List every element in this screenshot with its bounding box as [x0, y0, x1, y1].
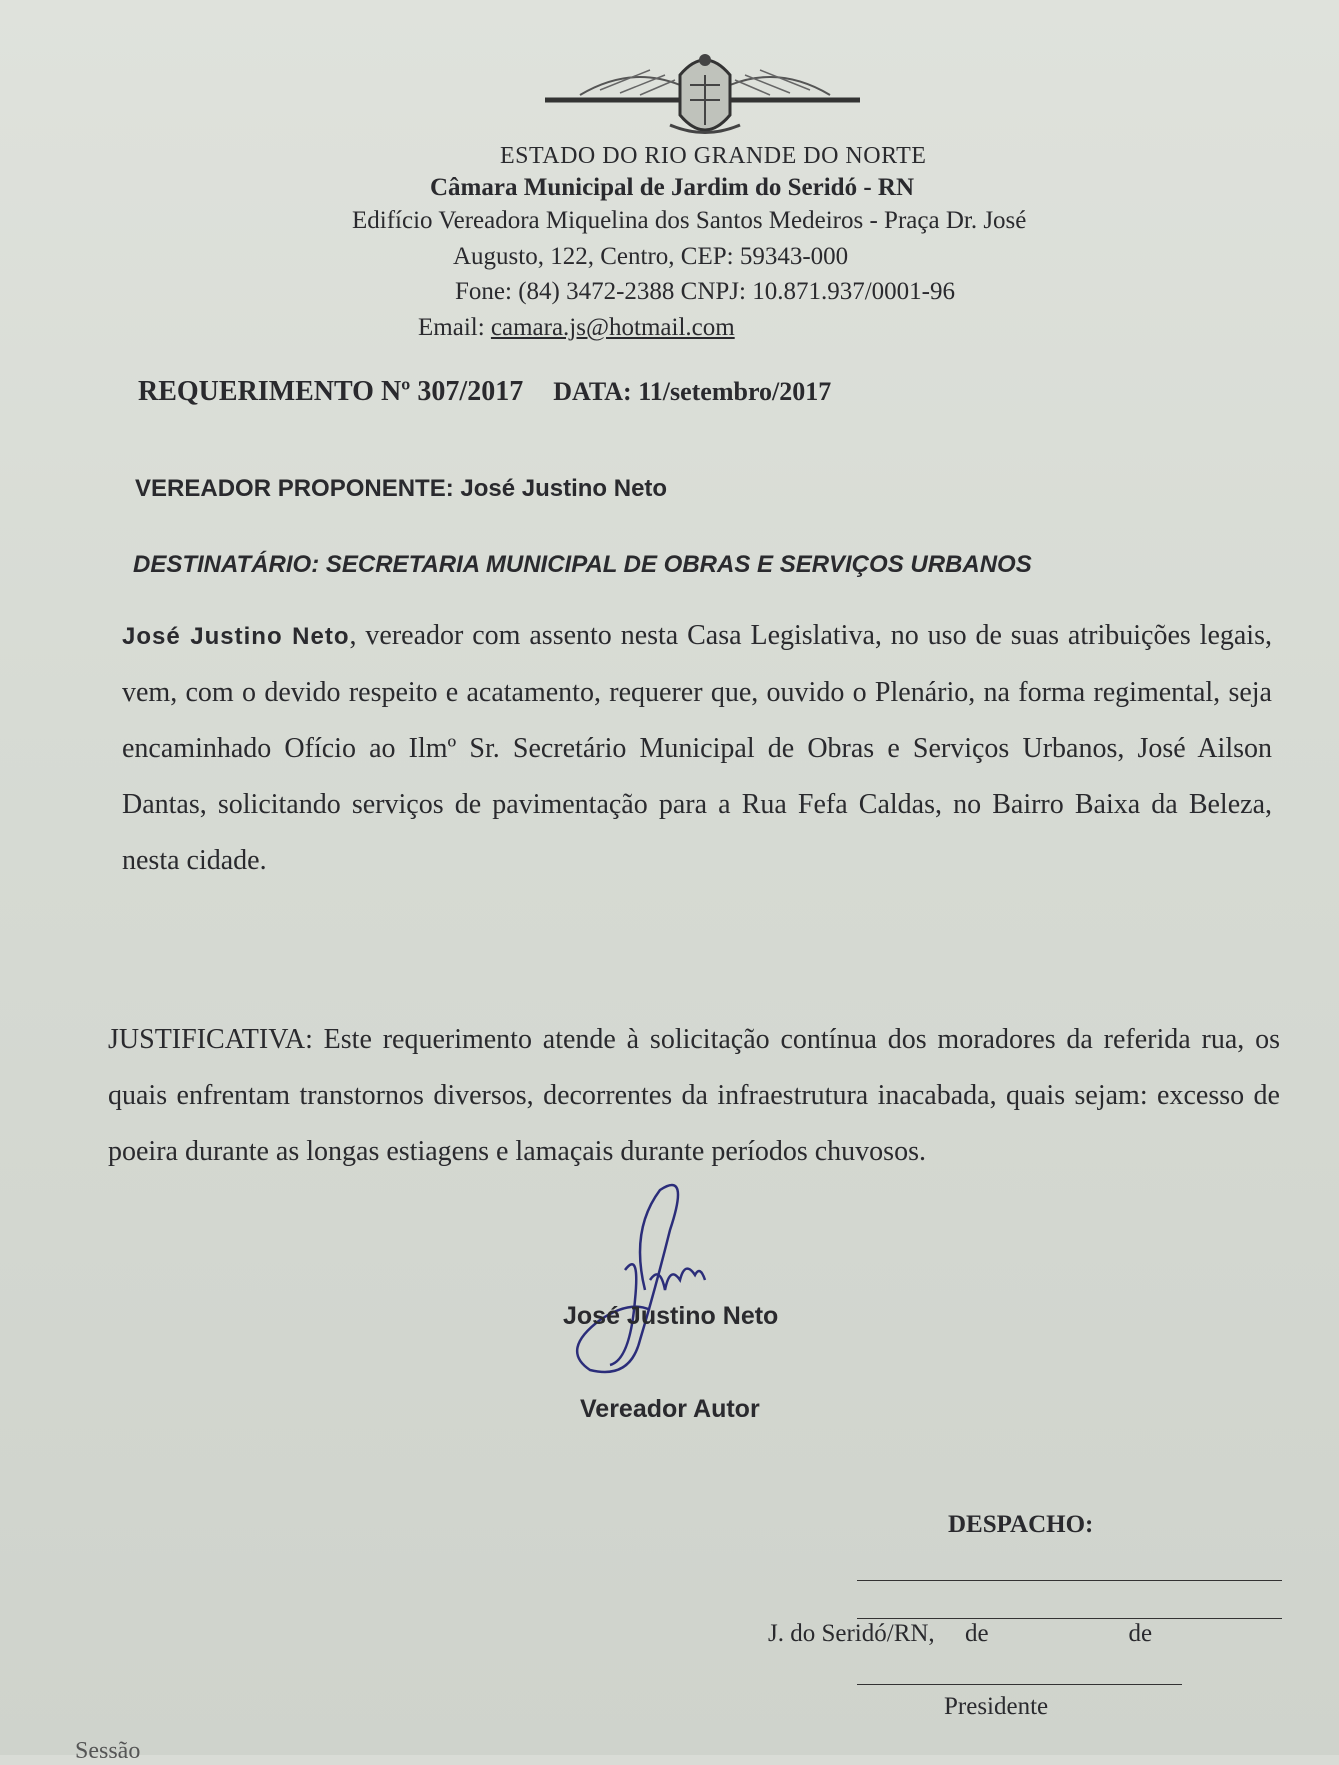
request-body: [122, 608, 1272, 889]
place-date-line: [768, 1620, 1152, 1648]
address-line-1: Edifício Vereadora Miquelina dos Santos Medeiros - Praça Dr. José: [352, 207, 1027, 234]
signatory-role: Vereador Autor: [580, 1395, 760, 1423]
place-label: J. do Seridó/RN,: [768, 1620, 935, 1647]
camara-heading: Câmara Municipal de Jardim do Seridó - RN: [430, 174, 915, 201]
body-text: , vereador com assento nesta Casa Legislativa, no uso de suas atribuições legais, vem, com o devido respeito e acatamento, requerer que, ouvido o Plenário, na forma regimental, seja encaminhado Ofício ao Ilmº Sr. Secretário Municipal de Obras e Serviços Urbanos, José Ailson Dantas, solicitando serviços de pavimentação para a Rua Fefa Caldas, no Bairro Baixa da Beleza, nesta cidade.: [122, 620, 1272, 876]
despacho-line-1: [857, 1580, 1282, 1581]
phone-cnpj: Fone: (84) 3472-2388 CNPJ: 10.871.937/0001-96: [455, 278, 955, 305]
email-link[interactable]: camara.js@hotmail.com: [490, 314, 735, 341]
email-line: [418, 314, 735, 342]
coat-of-arms-icon: [540, 45, 870, 145]
email-label: Email:: [418, 314, 485, 341]
address-line-2: Augusto, 122, Centro, CEP: 59343-000: [453, 243, 849, 270]
requerimento-title: [138, 376, 831, 408]
despacho-heading: DESPACHO:: [948, 1511, 1094, 1538]
proponente-line: VEREADOR PROPONENTE: José Justino Neto: [135, 475, 668, 502]
destinatario-line: DESTINATÁRIO: SECRETARIA MUNICIPAL DE OBRAS E SERVIÇOS URBANOS: [133, 551, 1032, 578]
body-author-name: José Justino Neto: [122, 623, 350, 650]
presidente-label: Presidente: [944, 1693, 1049, 1720]
president-signature-line: [857, 1684, 1182, 1685]
despacho-line-2: [857, 1618, 1282, 1619]
justificativa-paragraph: JUSTIFICATIVA: Este requerimento atende à solicitação contínua dos moradores da referida rua, os quais enfrentam transtornos diversos, decorrentes da infraestrutura inacabada, quais sejam: excesso de poeira durante as longas estiagens e lamaçais durante períodos chuvosos.: [108, 1024, 1280, 1167]
date-de-1: de: [964, 1620, 989, 1647]
state-heading: ESTADO DO RIO GRANDE DO NORTE: [500, 143, 927, 169]
handwritten-signature-icon: [570, 1170, 740, 1380]
requerimento-number: REQUERIMENTO Nº 307/2017: [138, 376, 524, 407]
requerimento-date: DATA: 11/setembro/2017: [553, 377, 832, 406]
date-de-2: de: [1128, 1620, 1153, 1647]
signatory-name: José Justino Neto: [563, 1302, 779, 1330]
sessao-label: Sessão: [75, 1738, 141, 1764]
